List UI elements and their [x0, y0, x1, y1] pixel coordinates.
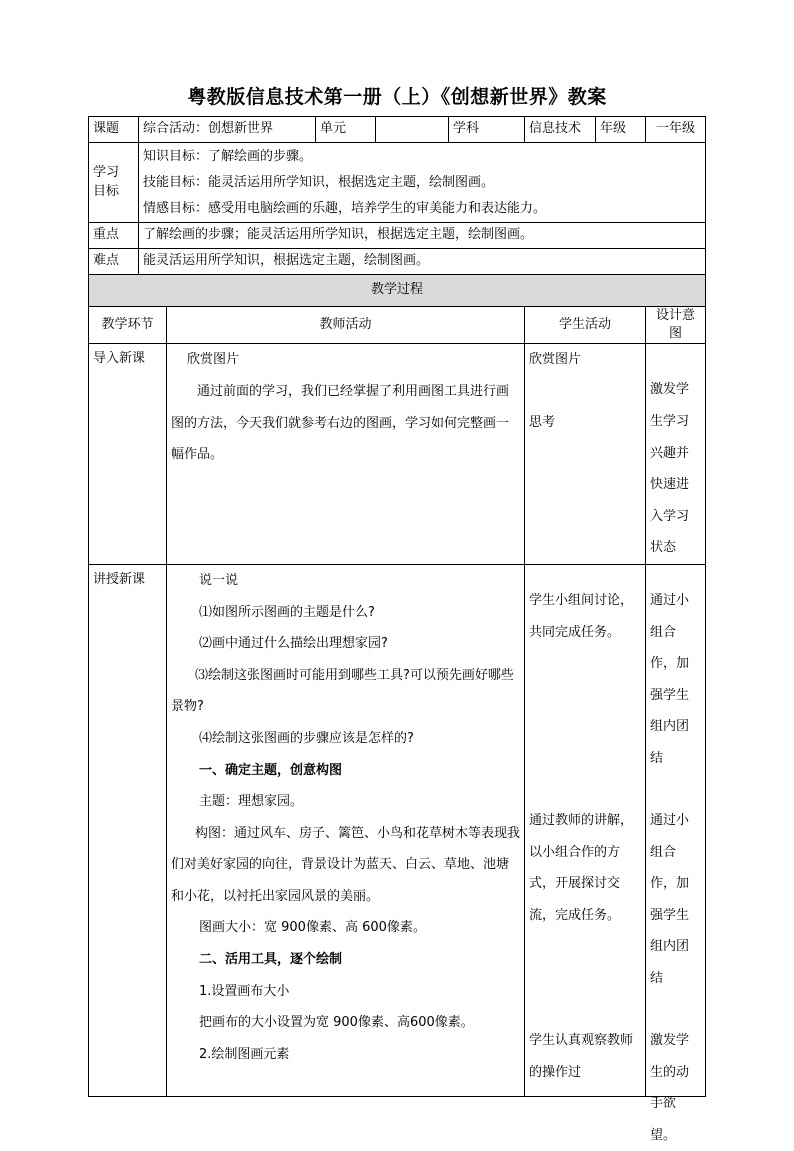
skill-goal: 技能目标：能灵活运用所学知识，根据选定主题，绘制图画。 [143, 174, 495, 190]
teach-line: 构图：通过风车、房子、篱笆、小鸟和花草树木等表现我们对美好家园的向往，背景设计为蓝天、白云、草地、池塘和小花，以衬托出家园风景的美丽。 [171, 825, 521, 904]
teach-intent [646, 564, 706, 1143]
intro-student [525, 344, 646, 565]
intro-intent: 激发学生学习兴趣并快速进入学习状态 [646, 344, 706, 565]
teach-row [89, 564, 706, 1096]
teach-line: ⑷绘制这张图画的步骤应该是怎样的? [199, 730, 414, 746]
teach-student-block: 学生小组间讨论，共同完成任务。 [529, 592, 634, 640]
topic-value: 综合活动：创想新世界 [139, 117, 316, 143]
teach-line: 2.绘制图画元素 [199, 1046, 290, 1062]
goals-label: 学习目标 [89, 143, 139, 223]
goals-content [139, 143, 706, 223]
subject-label: 学科 [449, 117, 525, 143]
teach-student-block: 学生认真观察教师的操作过 [529, 1032, 634, 1080]
intro-student-line: 欣赏图片 [529, 352, 582, 368]
topic-label: 课题 [89, 117, 139, 143]
intro-row [89, 344, 706, 565]
teach-line: 二、活用工具，逐个绘制 [199, 952, 343, 968]
grade-value: 一年级 [646, 117, 706, 143]
difficult-points-text: 能灵活运用所学知识，根据选定主题，绘制图画。 [139, 249, 706, 275]
col-teacher: 教师活动 [167, 307, 525, 344]
process-title-row [89, 275, 706, 307]
col-stage: 教学环节 [89, 307, 167, 344]
process-title: 教学过程 [89, 275, 706, 307]
intro-stage: 导入新课 [89, 344, 167, 565]
teach-line: 1.设置画布大小 [199, 983, 290, 999]
key-points-label: 重点 [89, 223, 139, 249]
teach-intent-block: 通过小组合作，加强学生组内团结 [650, 812, 690, 986]
goals-row [89, 143, 706, 223]
column-header-row [89, 307, 706, 344]
unit-value [376, 117, 449, 143]
teach-line: 说一说 [199, 572, 239, 588]
intro-student-line: 思考 [529, 414, 556, 430]
teach-line: 一、确定主题，创意构图 [199, 762, 343, 778]
intro-teacher [167, 344, 525, 565]
unit-label: 单元 [316, 117, 376, 143]
difficult-points-label: 难点 [89, 249, 139, 275]
teach-line: 主题：理想家园。 [199, 794, 304, 810]
knowledge-goal: 知识目标：了解绘画的步骤。 [143, 148, 313, 164]
intro-teacher-line: 通过前面的学习，我们已经掌握了利用画图工具进行画图的方法，今天我们就参考右边的图画，学习如何完整画一幅作品。 [171, 383, 510, 463]
teach-line: 图画大小：宽 900像素、高 600像素。 [199, 920, 426, 936]
col-intent: 设计意图 [646, 307, 706, 344]
teach-intent-block: 通过小组合作，加强学生组内团结 [650, 592, 690, 766]
teach-line: ⑶绘制这张图画时可能用到哪些工具?可以预先画好哪些景物? [171, 667, 514, 715]
teach-student [525, 564, 646, 1096]
key-points-text: 了解绘画的步骤；能灵活运用所学知识，根据选定主题，绘制图画。 [139, 223, 706, 249]
teach-line: 把画布的大小设置为宽 900像素、高600像素。 [199, 1015, 474, 1031]
difficult-points-row [89, 249, 706, 275]
subject-value: 信息技术 [525, 117, 596, 143]
teach-stage: 讲授新课 [89, 564, 167, 1096]
col-student: 学生活动 [525, 307, 646, 344]
teach-student-block: 通过教师的讲解，以小组合作的方式，开展探讨交流，完成任务。 [529, 812, 634, 923]
intro-teacher-line: 欣赏图片 [187, 352, 240, 368]
lesson-plan-table [88, 116, 706, 1143]
grade-label: 年级 [596, 117, 646, 143]
teach-line: ⑴如图所示图画的主题是什么? [199, 604, 375, 620]
info-row [89, 117, 706, 143]
key-points-row [89, 223, 706, 249]
emotion-goal: 情感目标：感受用电脑绘画的乐趣，培养学生的审美能力和表达能力。 [143, 200, 547, 216]
teach-intent-block: 激发学生的动手欲望。 [650, 1032, 690, 1143]
teach-line: ⑵画中通过什么描绘出理想家园? [199, 636, 388, 652]
document-title: 粤教版信息技术第一册（上）《创想新世界》教案 [187, 86, 607, 108]
teach-teacher [167, 564, 525, 1096]
